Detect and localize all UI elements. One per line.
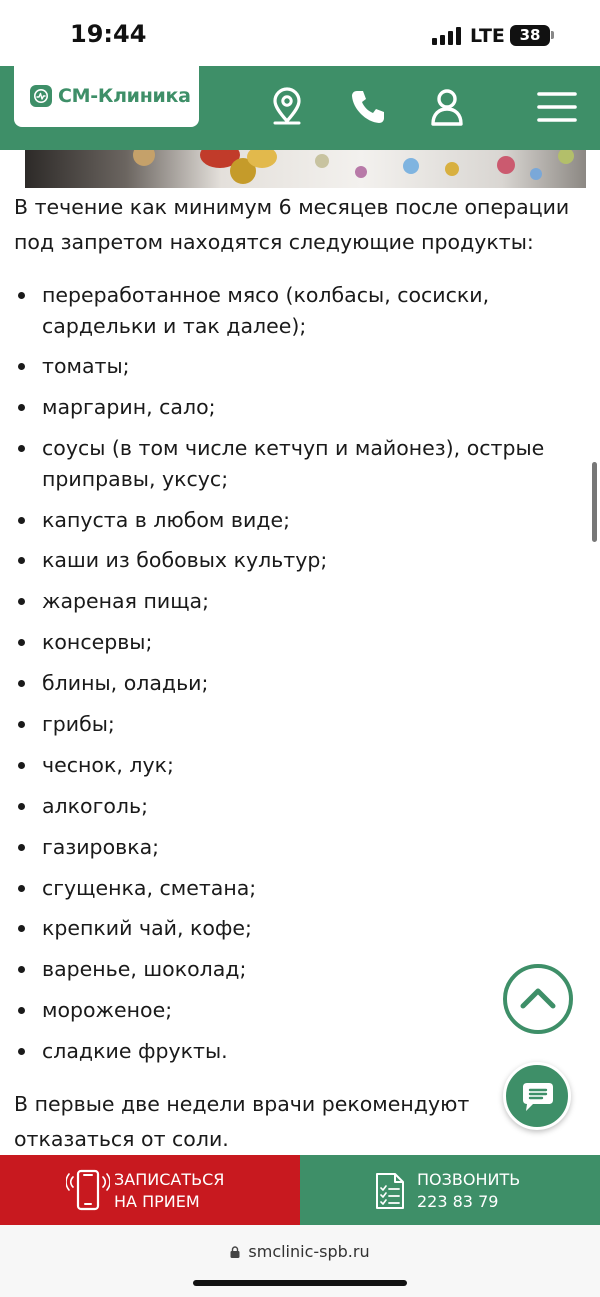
list-item: сгущенка, сметана;: [14, 873, 580, 904]
list-item: сладкие фрукты.: [14, 1036, 580, 1067]
battery-icon: 38: [510, 25, 550, 46]
article-body: [14, 190, 580, 1157]
browser-address-bar[interactable]: [0, 1225, 600, 1297]
logo-text: СМ-Клиника: [58, 85, 191, 107]
list-item: крепкий чай, кофе;: [14, 913, 580, 944]
logo-icon: [30, 85, 52, 107]
site-header: [0, 66, 600, 150]
network-type: LTE: [470, 25, 505, 47]
list-item: консервы;: [14, 627, 580, 658]
list-item: чеснок, лук;: [14, 750, 580, 781]
lock-icon: [230, 1246, 240, 1258]
list-item: блины, оладьи;: [14, 668, 580, 699]
article-outro: В первые две недели врачи рекомендуют отказаться от соли.: [14, 1091, 470, 1151]
forbidden-foods-list: [14, 280, 580, 1067]
list-item: газировка;: [14, 832, 580, 863]
chat-icon: [521, 1081, 555, 1113]
url-text: smclinic-spb.ru: [248, 1242, 370, 1261]
home-indicator[interactable]: [193, 1280, 407, 1286]
list-item: маргарин, сало;: [14, 392, 580, 423]
status-bar: [0, 0, 600, 66]
list-item: капуста в любом виде;: [14, 505, 580, 536]
article-intro: В течение как минимум 6 месяцев после операции под запретом находятся следующие продукты:: [14, 195, 570, 254]
article-image: [25, 150, 586, 188]
phone-icon[interactable]: [347, 86, 389, 128]
list-item: переработанное мясо (колбасы, сосиски, сардельки и так далее);: [14, 280, 580, 341]
status-time: 19:44: [70, 20, 147, 48]
list-item: алкоголь;: [14, 791, 580, 822]
signal-icon: [432, 27, 462, 45]
scrollbar[interactable]: [592, 462, 597, 542]
call-button[interactable]: [300, 1155, 600, 1225]
list-item: жареная пища;: [14, 586, 580, 617]
scroll-to-top-button[interactable]: [503, 964, 573, 1034]
chevron-up-icon: [519, 982, 557, 1016]
list-item: соусы (в том числе кетчуп и майонез), острые приправы, уксус;: [14, 433, 580, 494]
menu-icon[interactable]: [536, 86, 578, 128]
battery-tip: [551, 31, 554, 39]
call-phone-number: 223 83 79: [417, 1192, 499, 1211]
logo[interactable]: [14, 66, 199, 127]
document-list-icon: [374, 1172, 406, 1210]
call-label-line1: ПОЗВОНИТЬ: [417, 1170, 521, 1189]
location-pin-icon[interactable]: [266, 86, 308, 128]
chat-button[interactable]: [503, 1062, 571, 1130]
list-item: томаты;: [14, 351, 580, 382]
appointment-button[interactable]: [0, 1155, 300, 1225]
list-item: мороженое;: [14, 995, 580, 1026]
list-item: варенье, шоколад;: [14, 954, 580, 985]
list-item: каши из бобовых культур;: [14, 545, 580, 576]
list-item: грибы;: [14, 709, 580, 740]
mobile-phone-icon: [66, 1169, 110, 1211]
appointment-label-line1: ЗАПИСАТЬСЯ: [114, 1170, 225, 1189]
user-icon[interactable]: [426, 86, 468, 128]
appointment-label-line2: НА ПРИЕМ: [114, 1192, 200, 1211]
